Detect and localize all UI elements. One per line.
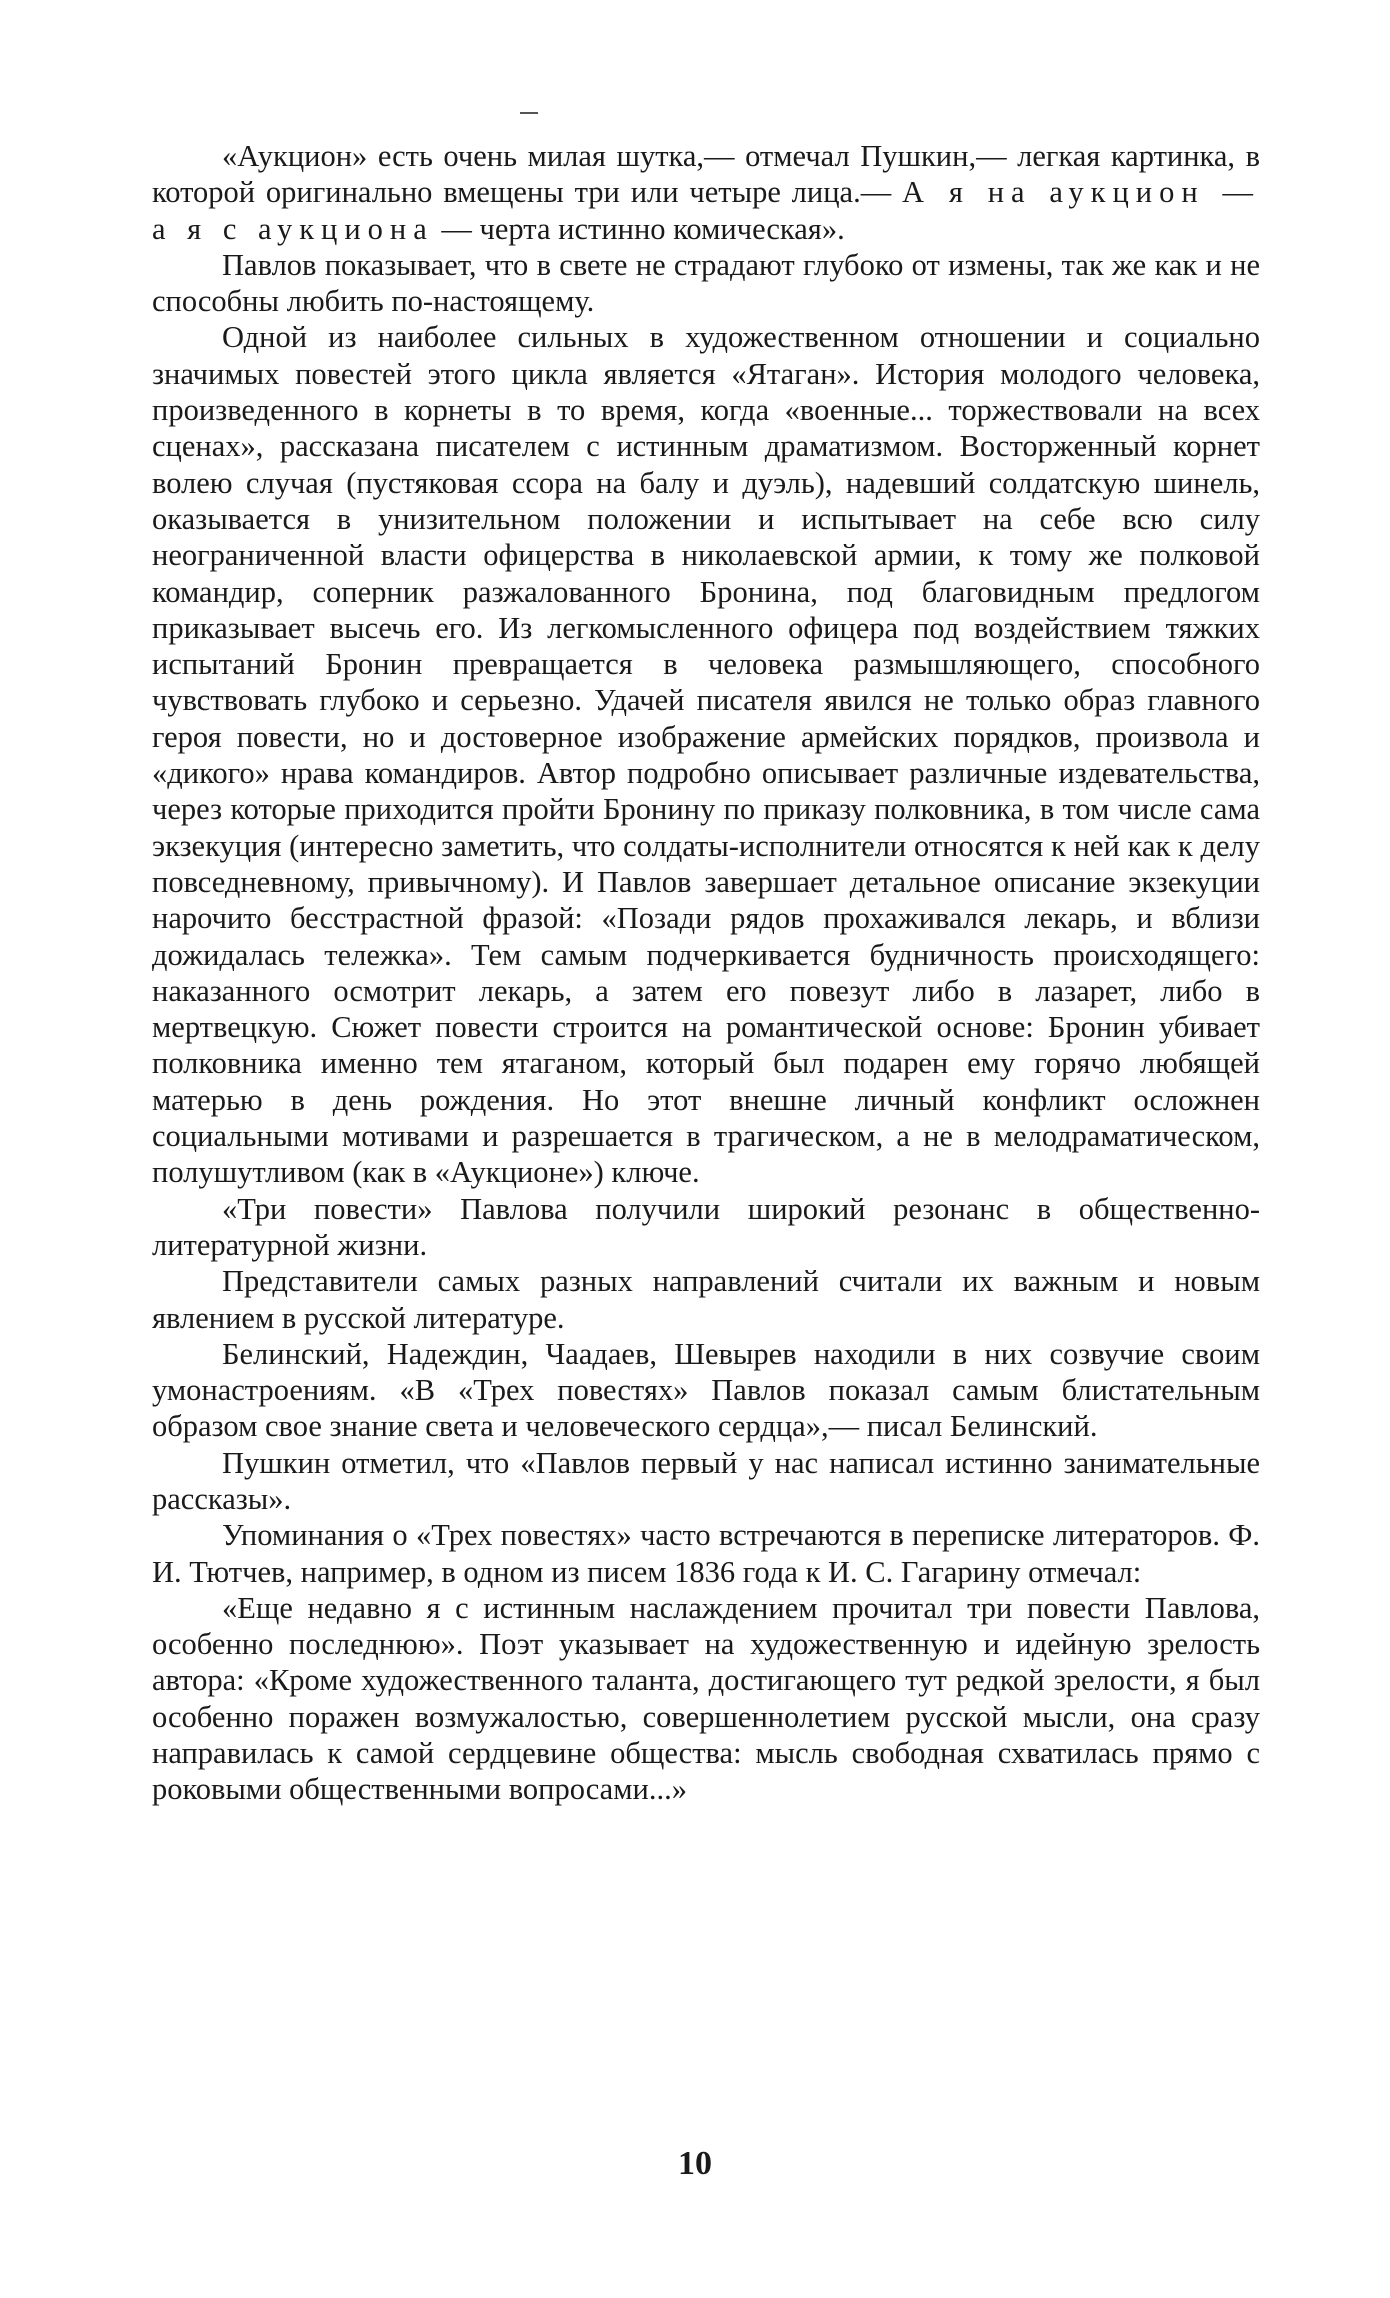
paragraph-7: Пушкин отметил, что «Павлов первый у нас написал истинно занимательные рассказы». [152, 1445, 1260, 1516]
spaced-quote: А я на аукцион — а я с аукциона [152, 175, 1260, 246]
paragraph-6: Белинский, Надеждин, Чаадаев, Шевырев находили в них созвучие своим умонастроениям. «В «Трех повестях» Павлов показал самым блистательным образом свое знание света и человеческого сердца»,— писал Белинский. [152, 1336, 1260, 1444]
paragraph-1: «Аукцион» есть очень милая шутка,— отмечал Пушкин,— легкая картинка, в которой оригинально вмещены три или четыре лица.— А я на аукцион — а я с аукциона — черта истинно комическая». [152, 139, 1260, 246]
paragraph-5: Представители самых разных направлений считали их важным и новым явлением в русской литературе. [152, 1264, 1260, 1335]
paragraph-9: «Еще недавно я с истинным наслаждением прочитал три повести Павлова, особенно последнюю». Поэт указывает на художественную и идейную зрелость автора: «Кроме художественного таланта, достигающего тут редкой зрелости, я был особенно поражен возмужалостью, совершеннолетием русской мысли, она сразу направилась к самой сердцевине общества: мысль свободная схватилась прямо с роковыми общественными вопросами...» [152, 1590, 1260, 1807]
paragraph-3: Одной из наиболее сильных в художественном отношении и социально значимых повестей этого цикла является «Ятаган». История молодого человека, произведенного в корнеты в то время, когда «военные... торжествовали на всех сценах», рассказана писателем с истинным драматизмом. Восторженный корнет волею случая (пустяковая ссора на балу и дуэль), надевший солдатскую шинель, оказывается в унизительном положении и испытывает на себе всю силу неограниченной власти офицерства в николаевской армии, к тому же полковой командир, соперник разжалованного Бронина, под благовидным предлогом приказывает высечь его. Из легкомысленного офицера под воздействием тяжких испытаний Бронин превращается в человека размышляющего, способного чувствовать глубоко и серьезно. Удачей писателя явился не только образ главного героя повести, но и достоверное изображение армейских порядков, произвола и «дикого» нрава командиров. Автор подробно описывает различные издевательства, через которые приходится пройти Бронину по приказу полковника, в том числе сама экзекуция (интересно заметить, что солдаты-исполнители относятся к ней как к делу повседневному, привычному). И Павлов завершает детальное описание экзекуции нарочито бесстрастной фразой: «Позади рядов прохаживался лекарь, и вблизи дожидалась тележка». Тем самым подчеркивается будничность происходящего: наказанного осмотрит лекарь, а затем его повезут либо в лазарет, либо в мертвецкую. Сюжет повести строится на романтической основе: Бронин убивает полковника именно тем ятаганом, который был подарен ему горячо любящей матерью в день рождения. Но этот внешне личный конфликт осложнен социальными мотивами и разрешается в трагическом, а не в мелодраматическом, полушутливом (как в «Аукционе») ключе. [152, 320, 1260, 1190]
top-print-mark [520, 112, 538, 114]
paragraph-4: «Три повести» Павлова получили широкий резонанс в общественно-литературной жизни. [152, 1191, 1260, 1262]
body-text [152, 138, 1260, 1808]
paragraph-8: Упоминания о «Трех повестях» часто встречаются в переписке литераторов. Ф. И. Тютчев, например, в одном из писем 1836 года к И. С. Гагарину отмечал: [152, 1518, 1260, 1589]
paragraph-2: Павлов показывает, что в свете не страдают глубоко от измены, так же как и не способны любить по-настоящему. [152, 247, 1260, 319]
page-number: 10 [678, 2145, 712, 2182]
